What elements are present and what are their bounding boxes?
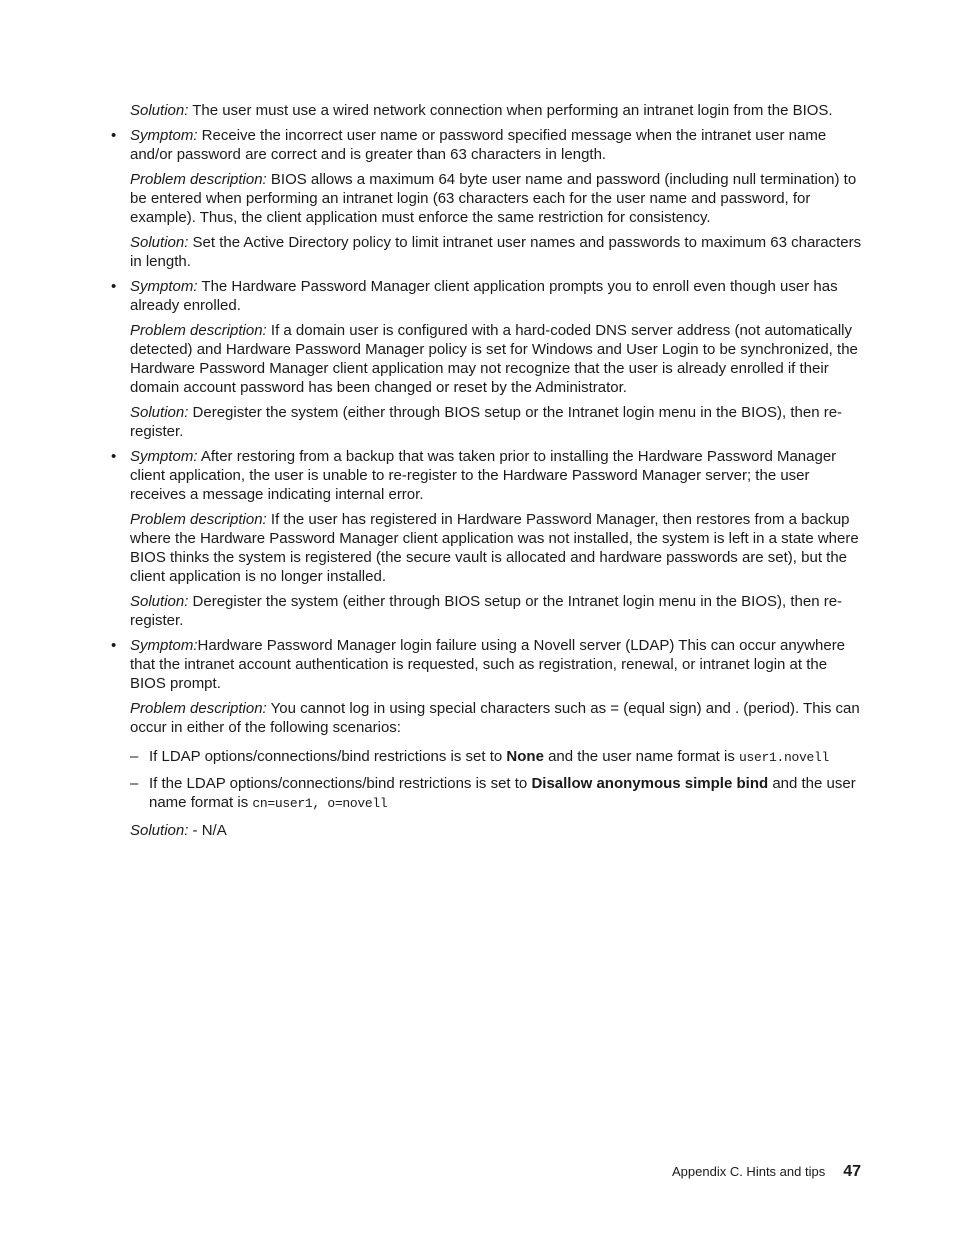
scenario-item	[130, 775, 865, 814]
solution-text: Set the Active Directory policy to limit intranet user names and passwords to maximum 63 characters in length.	[130, 234, 862, 271]
page-content	[111, 102, 865, 847]
dash: –	[130, 748, 139, 766]
solution-label: Solution:	[130, 102, 189, 119]
problem-text: If the user has registered in Hardware Password Manager, then restores from a backup where the Hardware Password Manager client application was not installed, the system is left in a state where BIOS thinks the system is registered (the secure vault is allocated and hardware passwords are set), but the client application is no longer installed.	[130, 511, 859, 585]
symptom	[130, 637, 865, 693]
symptom-label: Symptom:	[130, 278, 198, 296]
problem-text: If a domain user is configured with a hard-coded DNS server address (not automatically detected) and Hardware Password Manager policy is set for Windows and User Login to be synchronized, the Hardware Password Manager client application may not recognize that the user is already enrolled if their domain account password has been changed or reset by the Administrator.	[130, 322, 858, 396]
list-item	[111, 127, 865, 272]
page-footer	[672, 1163, 861, 1181]
symptom	[130, 278, 865, 316]
solution-label: Solution:	[130, 404, 189, 422]
scenario-text: If the LDAP options/connections/bind restrictions is set to	[149, 775, 532, 793]
scenario-code: user1.novell	[739, 750, 830, 766]
scenario-text: If LDAP options/connections/bind restrictions is set to	[149, 748, 507, 766]
symptom-text: The Hardware Password Manager client application prompts you to enroll even though user has already enrolled.	[130, 278, 838, 315]
scenario-code: cn=user1, o=novell	[252, 796, 388, 811]
solution-label: Solution:	[130, 592, 189, 610]
problem-text: BIOS allows a maximum 64 byte user name and password (including null termination) to be entered when performing an intranet login (63 characters each for the user name and password, for example). Thus, the client application must enforce the same restriction for consistency.	[130, 171, 857, 226]
problem-description	[130, 700, 865, 738]
bullet: •	[111, 127, 117, 145]
problem-description	[130, 511, 865, 586]
problem-label: Problem description:	[130, 322, 267, 340]
symptom	[130, 127, 865, 165]
symptom-label: Symptom:	[130, 636, 198, 654]
list-item	[111, 278, 865, 441]
intro-solution	[130, 102, 865, 121]
solution-label: Solution:	[130, 821, 189, 839]
symptom-text: Hardware Password Manager login failure using a Novell server (LDAP) This can occur anywhere that the intranet account authentication is requested, such as registration, renewal, or intranet login at the BIOS prompt.	[130, 636, 846, 692]
symptom-label: Symptom:	[130, 127, 198, 145]
symptom-text: After restoring from a backup that was taken prior to installing the Hardware Password Manager client application, the user is unable to re-register to the Hardware Password Manager server; the user receives a message indicating internal error.	[130, 448, 837, 503]
scenario-text: and the user name format is	[149, 775, 856, 811]
list-item	[111, 448, 865, 630]
bullet: •	[111, 448, 117, 466]
solution	[130, 404, 865, 442]
problem-label: Problem description:	[130, 171, 267, 189]
solution-text: - N/A	[188, 821, 227, 839]
symptom	[130, 448, 865, 504]
symptom-text: Receive the incorrect user name or password specified message when the intranet user name and/or password are correct and is greater than 63 characters in length.	[130, 127, 827, 164]
problem-label: Problem description:	[130, 511, 267, 529]
problem-label: Problem description:	[130, 699, 267, 717]
solution-label: Solution:	[130, 234, 189, 252]
problem-description	[130, 322, 865, 397]
list-item	[111, 636, 865, 841]
solution-text: Deregister the system (either through BIOS setup or the Intranet login menu in the BIOS), then re-register.	[130, 404, 843, 440]
solution-text: The user must use a wired network connection when performing an intranet login from the BIOS.	[188, 102, 833, 119]
dash: –	[130, 775, 139, 793]
scenario-list	[130, 748, 865, 813]
solution	[130, 822, 865, 841]
problem-description	[130, 171, 865, 227]
scenario-bold: None	[506, 748, 544, 766]
footer-section-title: Appendix C. Hints and tips	[672, 1164, 826, 1179]
bullet: •	[111, 278, 117, 296]
scenario-item	[130, 748, 865, 768]
symptom-label: Symptom:	[130, 448, 198, 466]
scenario-bold: Disallow anonymous simple bind	[531, 775, 769, 793]
problem-text: You cannot log in using special characters such as = (equal sign) and . (period). This can occur in either of the following scenarios:	[130, 699, 860, 736]
bullet: •	[111, 636, 117, 654]
scenario-text: and the user name format is	[543, 748, 740, 766]
page-number: 47	[843, 1163, 861, 1180]
solution	[130, 593, 865, 631]
solution	[130, 234, 865, 272]
solution-text: Deregister the system (either through BIOS setup or the Intranet login menu in the BIOS), then re-register.	[130, 592, 843, 629]
